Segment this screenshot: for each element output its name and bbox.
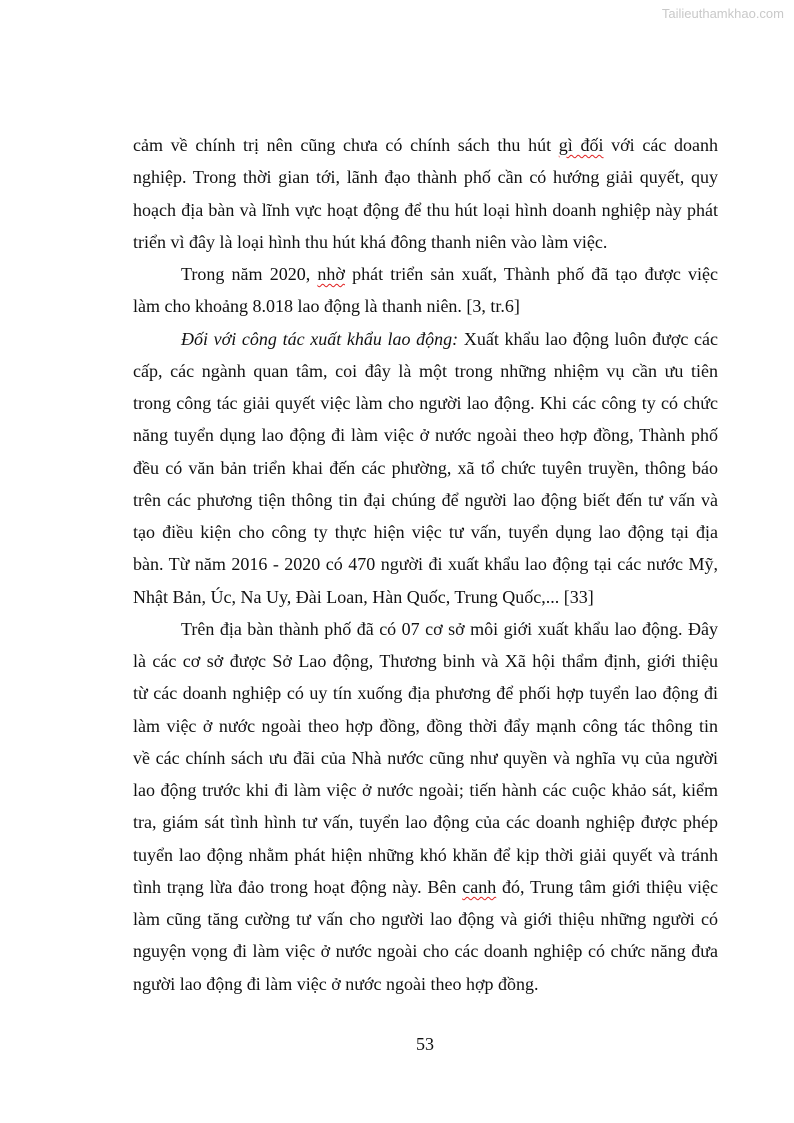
text-line: [133, 935, 718, 967]
text-segment: hoạch địa bàn và lĩnh vực hoạt động để thu hút loại hình doanh nghiệp này phát: [133, 199, 718, 220]
text-line: [133, 742, 718, 774]
text-segment: Trong năm 2020,: [181, 264, 318, 284]
text-segment: nguyện vọng đi làm việc ở nước ngoài cho các doanh nghiệp có chức năng đưa: [133, 941, 718, 962]
text-line: [133, 484, 718, 516]
text-segment: tình trạng lừa đảo trong hoạt động này. Bên: [133, 876, 463, 897]
text-segment: tra, giám sát tình hình tư vấn, tuyển lao động của các doanh nghiệp được phép: [133, 812, 718, 833]
text-line: [133, 387, 718, 419]
text-line: [133, 710, 718, 742]
italic-heading-text: Đối với công tác xuất khẩu lao động:: [181, 328, 459, 349]
text-line: [133, 290, 718, 322]
text-segment: làm việc ở nước ngoài theo hợp đồng, đồng thời đẩy mạnh công tác thông tin: [133, 715, 718, 736]
text-line: [133, 226, 718, 258]
text-line: [133, 968, 718, 1000]
text-segment: đều có văn bản triển khai đến các phường, xã tổ chức tuyên truyền, thông báo: [133, 457, 718, 478]
text-segment: về các chính sách ưu đãi của Nhà nước cũng như quyền và nghĩa vụ của người: [133, 747, 718, 768]
text-line: [133, 903, 718, 935]
paragraph: [133, 613, 718, 1000]
paragraph: [133, 129, 718, 258]
text-line: [133, 516, 718, 548]
paragraph: [133, 323, 718, 613]
text-segment: làm cũng tăng cường tư vấn cho người lao động và giới thiệu những người có: [133, 909, 718, 929]
text-segment: triển vì đây là loại hình thu hút khá đông thanh niên vào làm việc.: [133, 231, 608, 252]
watermark: Tailieuthamkhao.com: [661, 6, 784, 21]
misspelled-word: nhờ: [317, 264, 345, 284]
text-segment: là các cơ sở được Sở Lao động, Thương binh và Xã hội thẩm định, giới thiệu: [133, 651, 718, 671]
text-segment: cấp, các ngành quan tâm, coi đây là một trong những nhiệm vụ cần ưu tiên: [133, 360, 718, 381]
text-line: [133, 677, 718, 709]
text-segment: người lao động đi làm việc ở nước ngoài theo hợp đồng.: [133, 973, 539, 994]
text-line: [133, 129, 718, 161]
text-segment: năng tuyển dụng lao động đi làm việc ở nước ngoài theo hợp đồng, Thành phố: [133, 425, 718, 446]
text-segment: bàn. Từ năm 2016 - 2020 có 470 người đi xuất khẩu lao động tại các nước Mỹ,: [133, 554, 718, 575]
text-line: [133, 871, 718, 903]
text-line: [133, 839, 718, 871]
text-segment: tuyển lao động nhằm phát hiện những khó khăn để kịp thời giải quyết và tránh: [133, 844, 718, 865]
text-segment: lao động trước khi đi làm việc ở nước ngoài; tiến hành các cuộc khảo sát, kiểm: [133, 780, 718, 800]
text-line: [133, 806, 718, 838]
text-segment: Xuất khẩu lao động luôn được các: [458, 328, 718, 349]
text-segment: từ các doanh nghiệp có uy tín xuống địa phương để phối hợp tuyển lao động đi: [133, 683, 718, 704]
text-line: [133, 161, 718, 193]
text-line: [133, 645, 718, 677]
text-segment: đó, Trung tâm giới thiệu việc: [496, 876, 719, 897]
text-segment: tạo điều kiện cho công ty thực hiện việc tư vấn, tuyển dụng lao động tại địa: [133, 522, 718, 542]
misspelled-word: gì đối: [558, 135, 604, 155]
text-line: [133, 323, 718, 355]
text-segment: Nhật Bản, Úc, Na Uy, Đài Loan, Hàn Quốc, Trung Quốc,... [33]: [133, 586, 594, 607]
text-line: [133, 581, 718, 613]
text-line: [133, 258, 718, 290]
text-line: [133, 548, 718, 580]
text-line: [133, 452, 718, 484]
text-segment: cảm về chính trị nên cũng chưa có chính sách thu hút: [133, 135, 559, 155]
text-line: [133, 194, 718, 226]
text-line: [133, 355, 718, 387]
text-segment: trên các phương tiện thông tin đại chúng để người lao động biết đến tư vấn và: [133, 489, 718, 510]
text-line: [133, 774, 718, 806]
text-line: [133, 419, 718, 451]
misspelled-word: canh: [462, 876, 497, 897]
text-segment: phát triển sản xuất, Thành phố đã tạo được việc: [344, 264, 718, 284]
text-segment: với các doanh: [603, 135, 718, 155]
text-segment: trong công tác giải quyết việc làm cho người lao động. Khi các công ty có chức: [133, 393, 718, 413]
text-line: [133, 613, 718, 645]
paragraph: [133, 258, 718, 323]
text-segment: Trên địa bàn thành phố đã có 07 cơ sở môi giới xuất khẩu lao động. Đây: [181, 618, 718, 639]
page-number: 53: [416, 1034, 434, 1054]
text-segment: nghiệp. Trong thời gian tới, lãnh đạo thành phố cần có hướng giải quyết, quy: [133, 167, 718, 188]
document-body: [133, 129, 718, 1000]
text-segment: làm cho khoảng 8.018 lao động là thanh niên. [3, tr.6]: [133, 296, 520, 317]
